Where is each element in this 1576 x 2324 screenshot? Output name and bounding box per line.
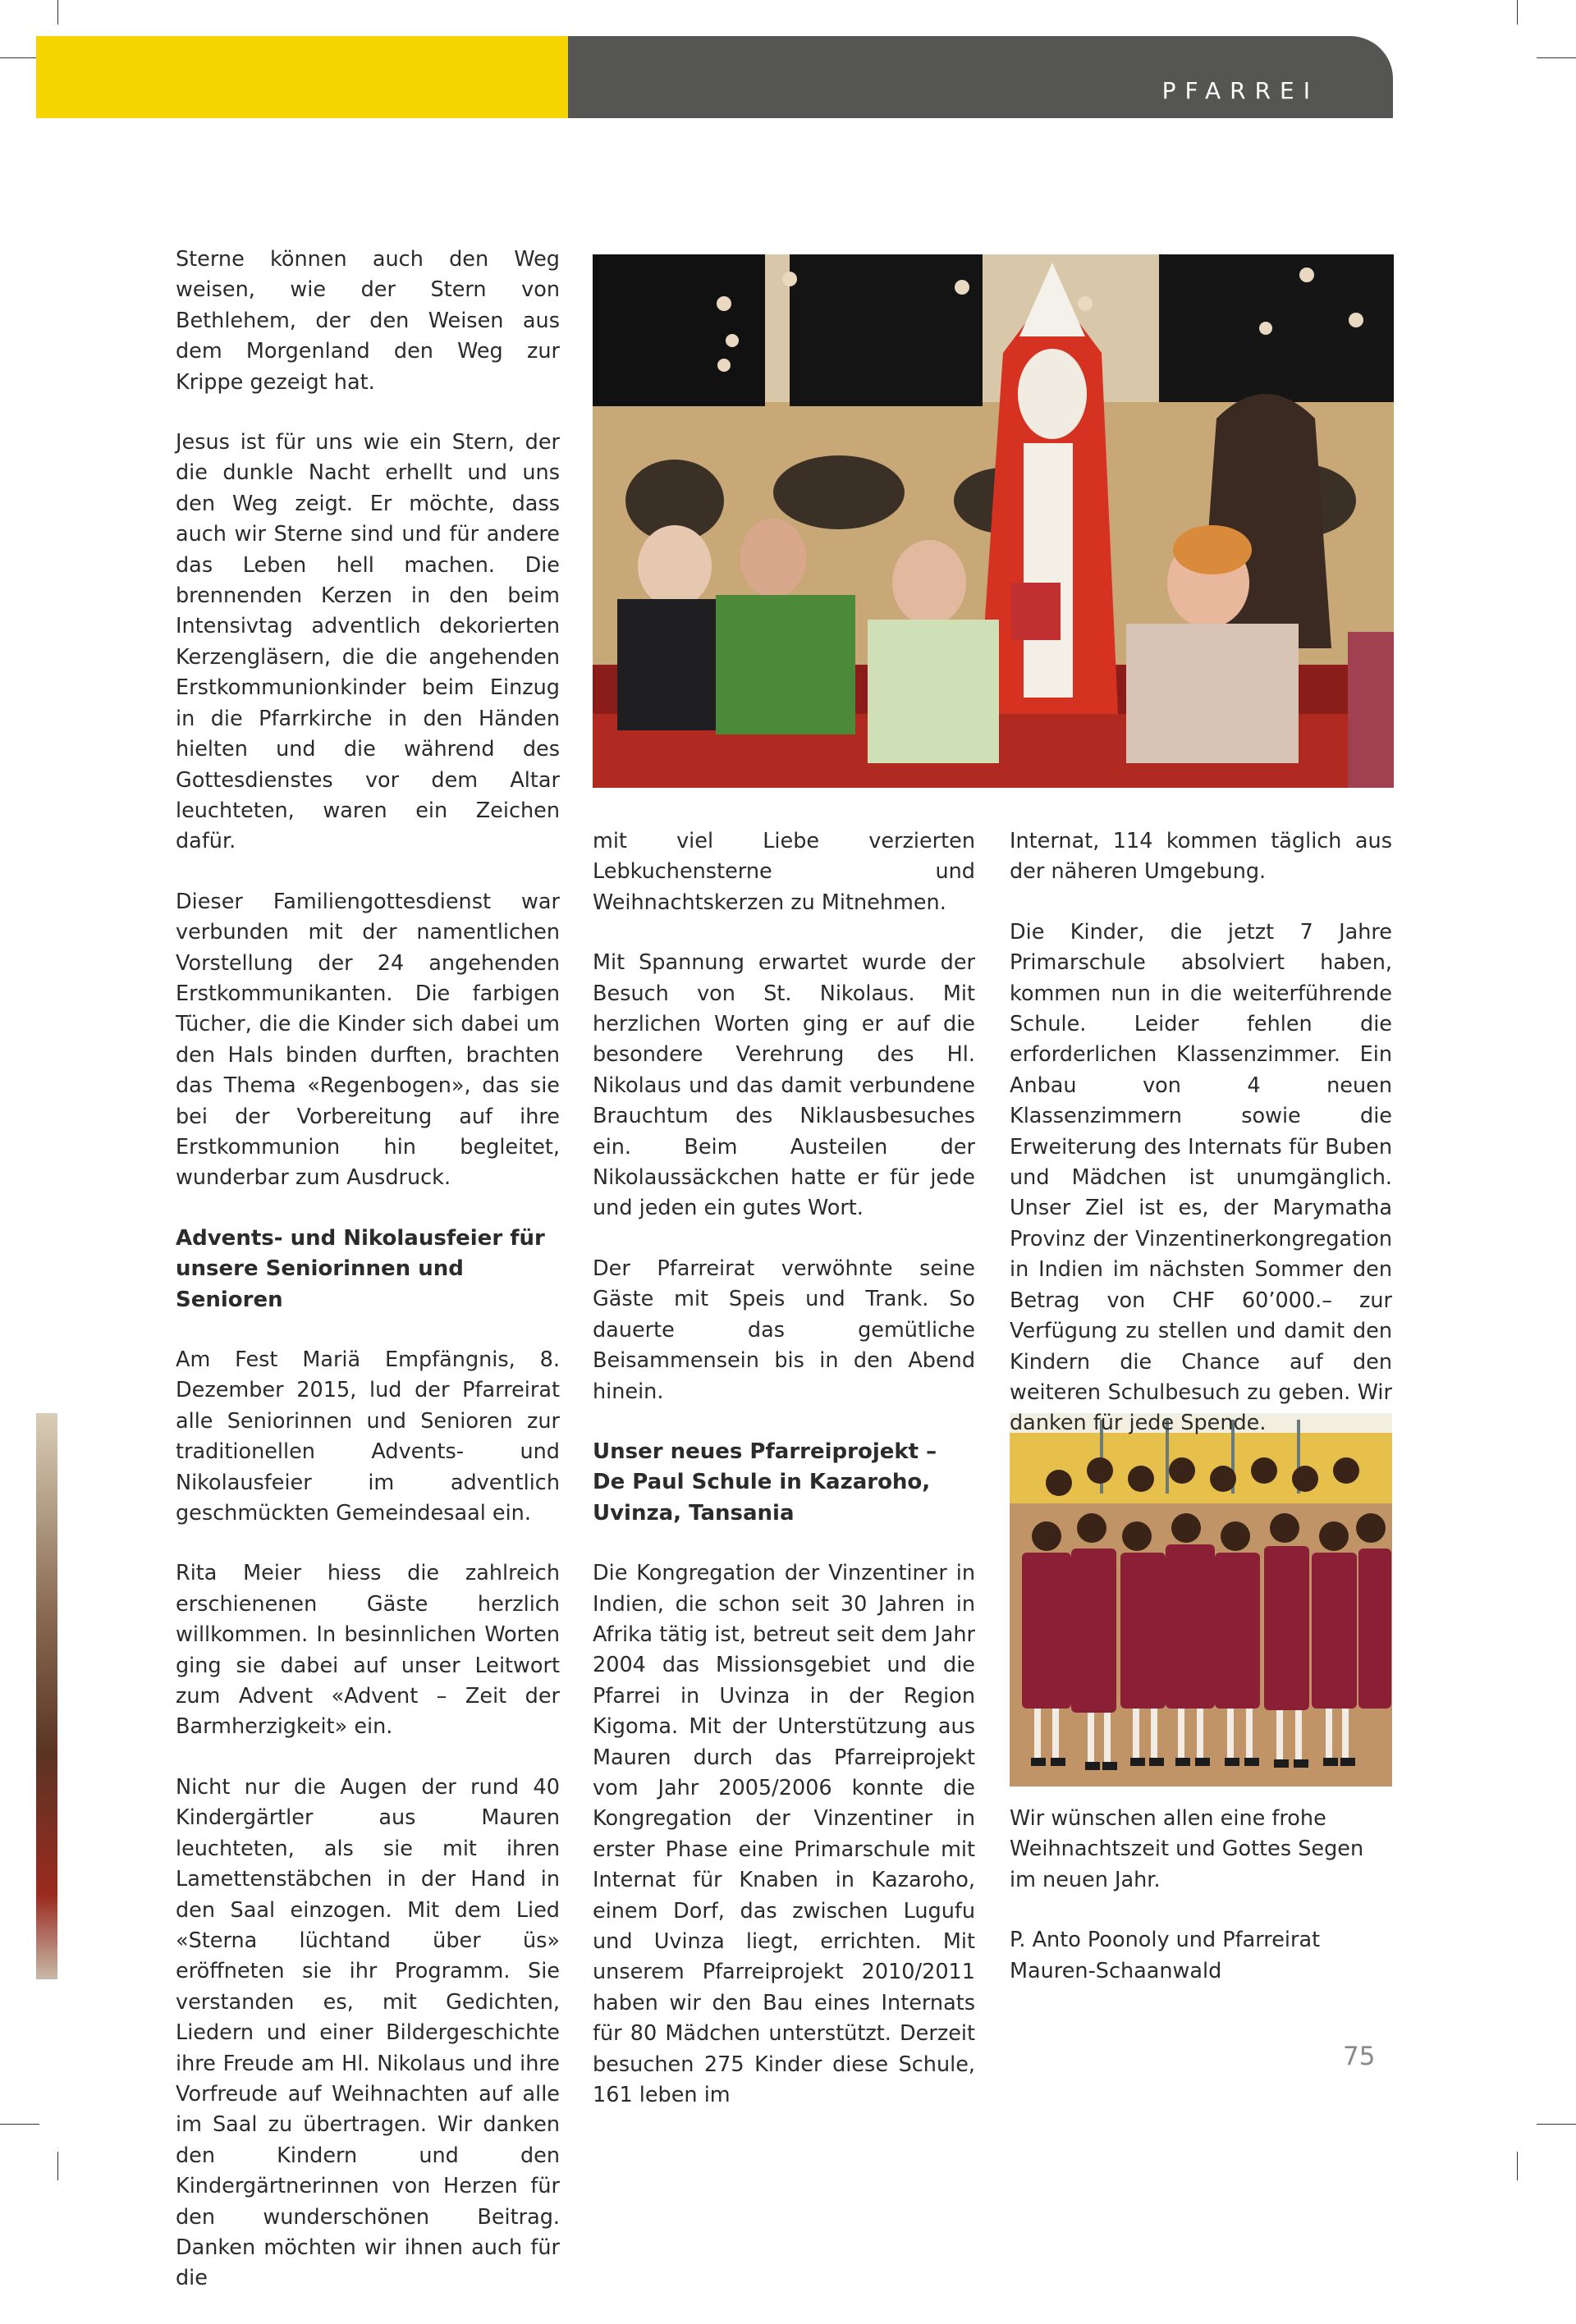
header-yellow-band (36, 36, 568, 118)
closing-block (1010, 1804, 1392, 1987)
school-children-photo (1010, 1413, 1392, 1786)
crop-mark (0, 57, 39, 58)
paragraph: Dieser Familiengottesdienst war verbunden mit der namentlichen Vorstellung der 24 angehenden Erstkommunikanten. Die farbigen Tücher, die die Kinder sich dabei um den Hals binden durften, brachten das Thema «Regenbogen», das sie bei der Vorbereitung auf ihre Erstkommunion hin begleitet, wunderbar zum Ausdruck. (176, 889, 560, 1191)
crop-mark (1517, 2152, 1518, 2180)
crop-mark (0, 2124, 39, 2125)
crop-mark (1537, 57, 1576, 58)
crop-mark (1517, 0, 1518, 25)
paragraph: Der Pfarreirat verwöhnte seine Gäste mit Speis und Trank. So dauerte das gemütliche Beisammensein bis in den Abend hinein. (593, 1256, 975, 1404)
signature (1010, 1925, 1392, 1987)
closing-greeting: Wir wünschen allen eine frohe Weihnachtszeit und Gottes Segen im neuen Jahr. (1010, 1806, 1364, 1892)
paragraph: Sterne können auch den Weg weisen, wie der Stern von Bethlehem, der den Weisen aus dem Morgenland den Weg zur Krippe gezeigt hat. (176, 247, 560, 395)
section-heading-senioren: Advents- und Nikolausfeier für unsere Seniorinnen und Senioren (176, 1225, 545, 1312)
text-column-1 (176, 245, 560, 2324)
page-number: 75 (1343, 2042, 1376, 2071)
paragraph: Internat, 114 kommen täglich aus der näheren Umgebung. (1010, 829, 1392, 885)
section-heading-pfarreiprojekt: Unser neues Pfarreiprojekt – De Paul Schule in Kazaroho, Uvinza, Tansania (593, 1439, 937, 1526)
text-column-3 (1010, 826, 1392, 1469)
nikolaus-celebration-photo (593, 254, 1394, 788)
paragraph: Jesus ist für uns wie ein Stern, der die dunkle Nacht erhellt und uns den Weg zeigt. Er möchte, dass auch wir Sterne sind und für andere das Leben hell machen. Die brennenden Kerzen in den beim Intensivtag adventlich dekorierten Kerzengläsern, die die angehenden Erstkommunionkinder beim Einzug in die Pfarrkirche in den Händen hielten und die während des Gottesdienstes vor dem Altar leuchteten, waren ein Zeichen dafür. (176, 430, 560, 854)
paragraph: Die Kongregation der Vinzentiner in Indien, die schon seit 30 Jahren in Afrika tätig ist, betreut seit dem Jahr 2004 das Missionsgebiet und die Pfarrei in Uvinza in der Region Kigoma. Mit der Unterstützung aus Mauren durch das Pfarreiprojekt vom Jahr 2005/2006 konnte die Kongregation der Vinzentiner in erster Phase eine Primarschule mit Internat für Knaben in Kazaroho, einem Dorf, das zwischen Lugufu und Uvinza liegt, errichten. Mit unserem Pfarreiprojekt 2010/2011 haben wir den Bau eines Internats für 80 Mädchen unterstützt. Derzeit besuchen 275 Kinder diese Schule, 161 leben im (593, 1561, 975, 2108)
crop-mark (57, 0, 58, 25)
section-title: PFARREI (1161, 77, 1319, 104)
header-gray-band (568, 36, 1393, 118)
paragraph: Nicht nur die Augen der rund 40 Kindergärtler aus Mauren leuchteten, als sie mit ihren Lamettenstäbchen in der Hand in den Saal einzogen. Mit dem Lied «Sterna lüchtand über üs» eröffneten sie ihr Programm. Sie verstanden es, mit Gedichten, Liedern und einer Bildergeschichte ihre Freude am Hl. Nikolaus und ihre Vorfreude auf Weihnachten auf alle im Saal zu übertragen. Wir danken den Kindern und den Kindergärtnerinnen von Herzen für den wunderschönen Beitrag. Danken möchten wir ihnen auch für die (176, 1774, 560, 2291)
paragraph: Mit Spannung erwartet wurde der Besuch von St. Nikolaus. Mit herzlichen Worten ging er auf die besondere Verehrung des Hl. Nikolaus und das damit verbundene Brauchtum des Niklausbesuches ein. Beim Austeilen der Nikolaussäckchen hatte er für jede und jeden ein gutes Wort. (593, 950, 975, 1221)
paragraph: mit viel Liebe verzierten Lebkuchensterne und Weihnachtskerzen zu Mitnehmen. (593, 829, 975, 915)
crop-mark (1537, 2124, 1576, 2125)
paragraph: Rita Meier hiess die zahlreich erschienenen Gäste herzlich willkommen. In besinnlichen Worten ging sie dabei auf unser Leitwort zum Advent «Advent – Zeit der Barmherzigkeit» ein. (176, 1561, 560, 1740)
text-column-2 (593, 826, 975, 2140)
facing-page-photo-edge (36, 1413, 57, 1979)
paragraph: Die Kinder, die jetzt 7 Jahre Primarschule absolviert haben, kommen nun in die weiterführende Schule. Leider fehlen die erforderlichen Klassenzimmer. Ein Anbau von 4 neuen Klassenzimmern sowie die Erweiterung des Internats für Buben und Mädchen ist unumgänglich. Unser Ziel ist es, der Marymatha Provinz der Vinzentinerkongregation in Indien im nächsten Sommer den Betrag von CHF 60’000.– zur Verfügung zu stellen und damit den Kindern die Chance auf den weiteren Schulbesuch zu geben. Wir danken für jede Spende. (1010, 919, 1392, 1436)
crop-mark (57, 2152, 58, 2180)
paragraph: Am Fest Mariä Empfängnis, 8. Dezember 2015, lud der Pfarreirat alle Seniorinnen und Senioren zur traditionellen Advents- und Nikolausfeier im adventlich geschmückten Gemeindesaal ein. (176, 1347, 560, 1526)
signature-line: Mauren-Schaanwald (1010, 1958, 1222, 1983)
signature-line: P. Anto Poonoly und Pfarreirat (1010, 1928, 1321, 1953)
